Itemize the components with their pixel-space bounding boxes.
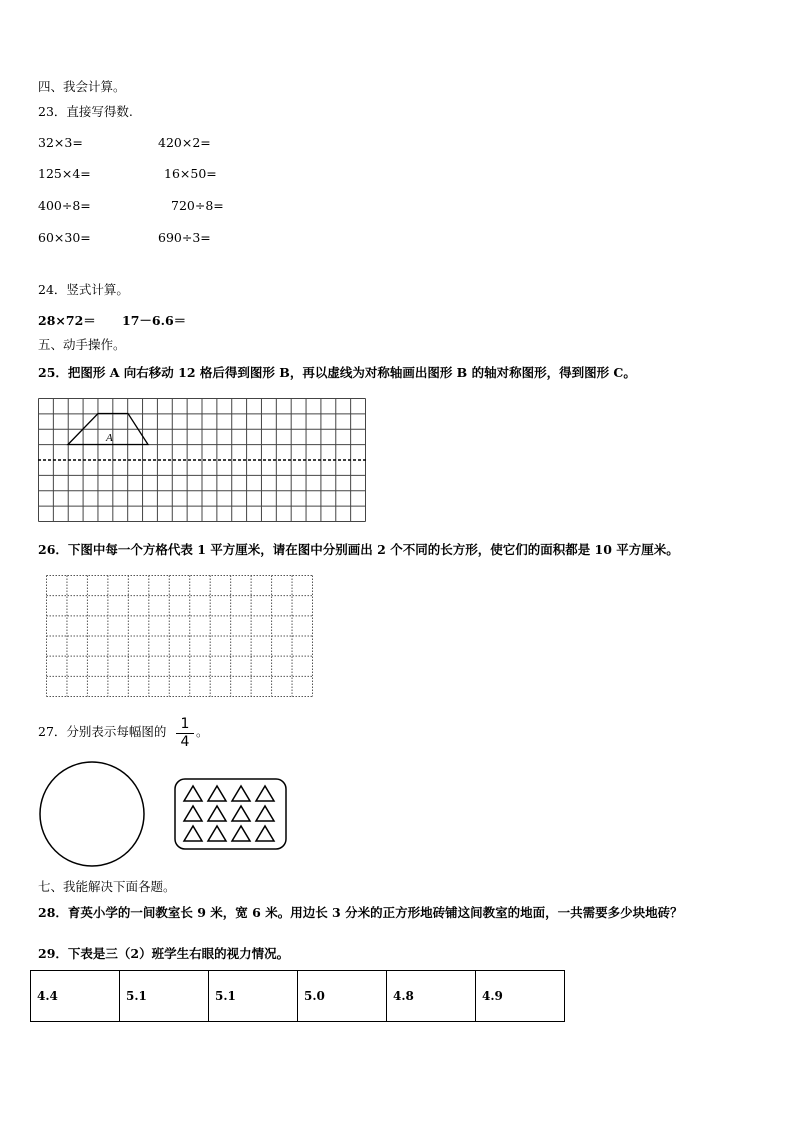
calc-item: 690÷3=: [158, 230, 211, 245]
grid-lines: [47, 576, 313, 697]
triangle: [256, 806, 274, 821]
question-26-title: 26．下图中每一个方格代表 1 平方厘米，请在图中分别画出 2 个不同的长方形，使它们的面积都是 10 平方厘米。: [38, 542, 679, 557]
vertical-calc-item: 17－6.6＝: [122, 313, 187, 328]
calc-item: 400÷8=: [38, 198, 91, 213]
circle-figure: [37, 761, 147, 867]
section-heading-4: 四、我会计算。: [38, 79, 126, 94]
triangle: [232, 786, 250, 801]
table-row: [31, 971, 565, 1022]
calc-item: 420×2=: [158, 135, 211, 150]
fraction-numerator: 1: [176, 716, 194, 734]
triangle: [208, 786, 226, 801]
triangle: [232, 826, 250, 841]
triangle: [232, 806, 250, 821]
area-grid: [46, 575, 313, 697]
triangle: [184, 786, 202, 801]
circle-shape: [40, 762, 144, 866]
shape-a-label: A: [106, 432, 113, 444]
question-27-suffix: 。: [196, 724, 209, 739]
fraction-denominator: 4: [180, 734, 190, 750]
section-heading-5: 五、动手操作。: [38, 337, 126, 352]
vision-table: [30, 970, 565, 1022]
table-cell: 4.8: [387, 971, 476, 1022]
table-cell: 5.1: [120, 971, 209, 1022]
table-cell: 4.9: [476, 971, 565, 1022]
calc-item: 125×4=: [38, 166, 91, 181]
vertical-calc-item: 28×72＝: [38, 313, 96, 328]
question-24-title: 24．竖式计算。: [38, 282, 129, 297]
question-23-title: 23．直接写得数.: [38, 104, 133, 119]
grid-lines: [39, 399, 366, 522]
fraction-one-quarter: [176, 716, 194, 751]
triangle: [208, 806, 226, 821]
question-25-title: 25．把图形 A 向右移动 12 格后得到图形 B，再以虚线为对称轴画出图形 B 的轴对称图形，得到图形 C。: [38, 365, 636, 380]
question-28-title: 28．育英小学的一间教室长 9 米，宽 6 米。用边长 3 分米的正方形地砖铺这间教室的地面，一共需要多少块地砖？: [38, 905, 683, 920]
table-cell: 5.1: [209, 971, 298, 1022]
triangles-figure: [174, 778, 287, 850]
triangle: [256, 786, 274, 801]
calc-item: 32×3=: [38, 135, 83, 150]
question-27-title: 27．分别表示每幅图的: [38, 724, 167, 739]
table-cell: 4.4: [31, 971, 120, 1022]
translation-grid: [38, 398, 366, 522]
triangle: [184, 826, 202, 841]
triangle: [256, 826, 274, 841]
triangle: [208, 826, 226, 841]
section-heading-7: 七、我能解决下面各题。: [38, 879, 176, 894]
calc-item: 16×50=: [164, 166, 217, 181]
table-cell: 5.0: [298, 971, 387, 1022]
calc-item: 720÷8=: [171, 198, 224, 213]
triangle-group: [184, 786, 274, 841]
calc-item: 60×30=: [38, 230, 91, 245]
question-29-title: 29．下表是三（2）班学生右眼的视力情况。: [38, 946, 290, 961]
triangle: [184, 806, 202, 821]
